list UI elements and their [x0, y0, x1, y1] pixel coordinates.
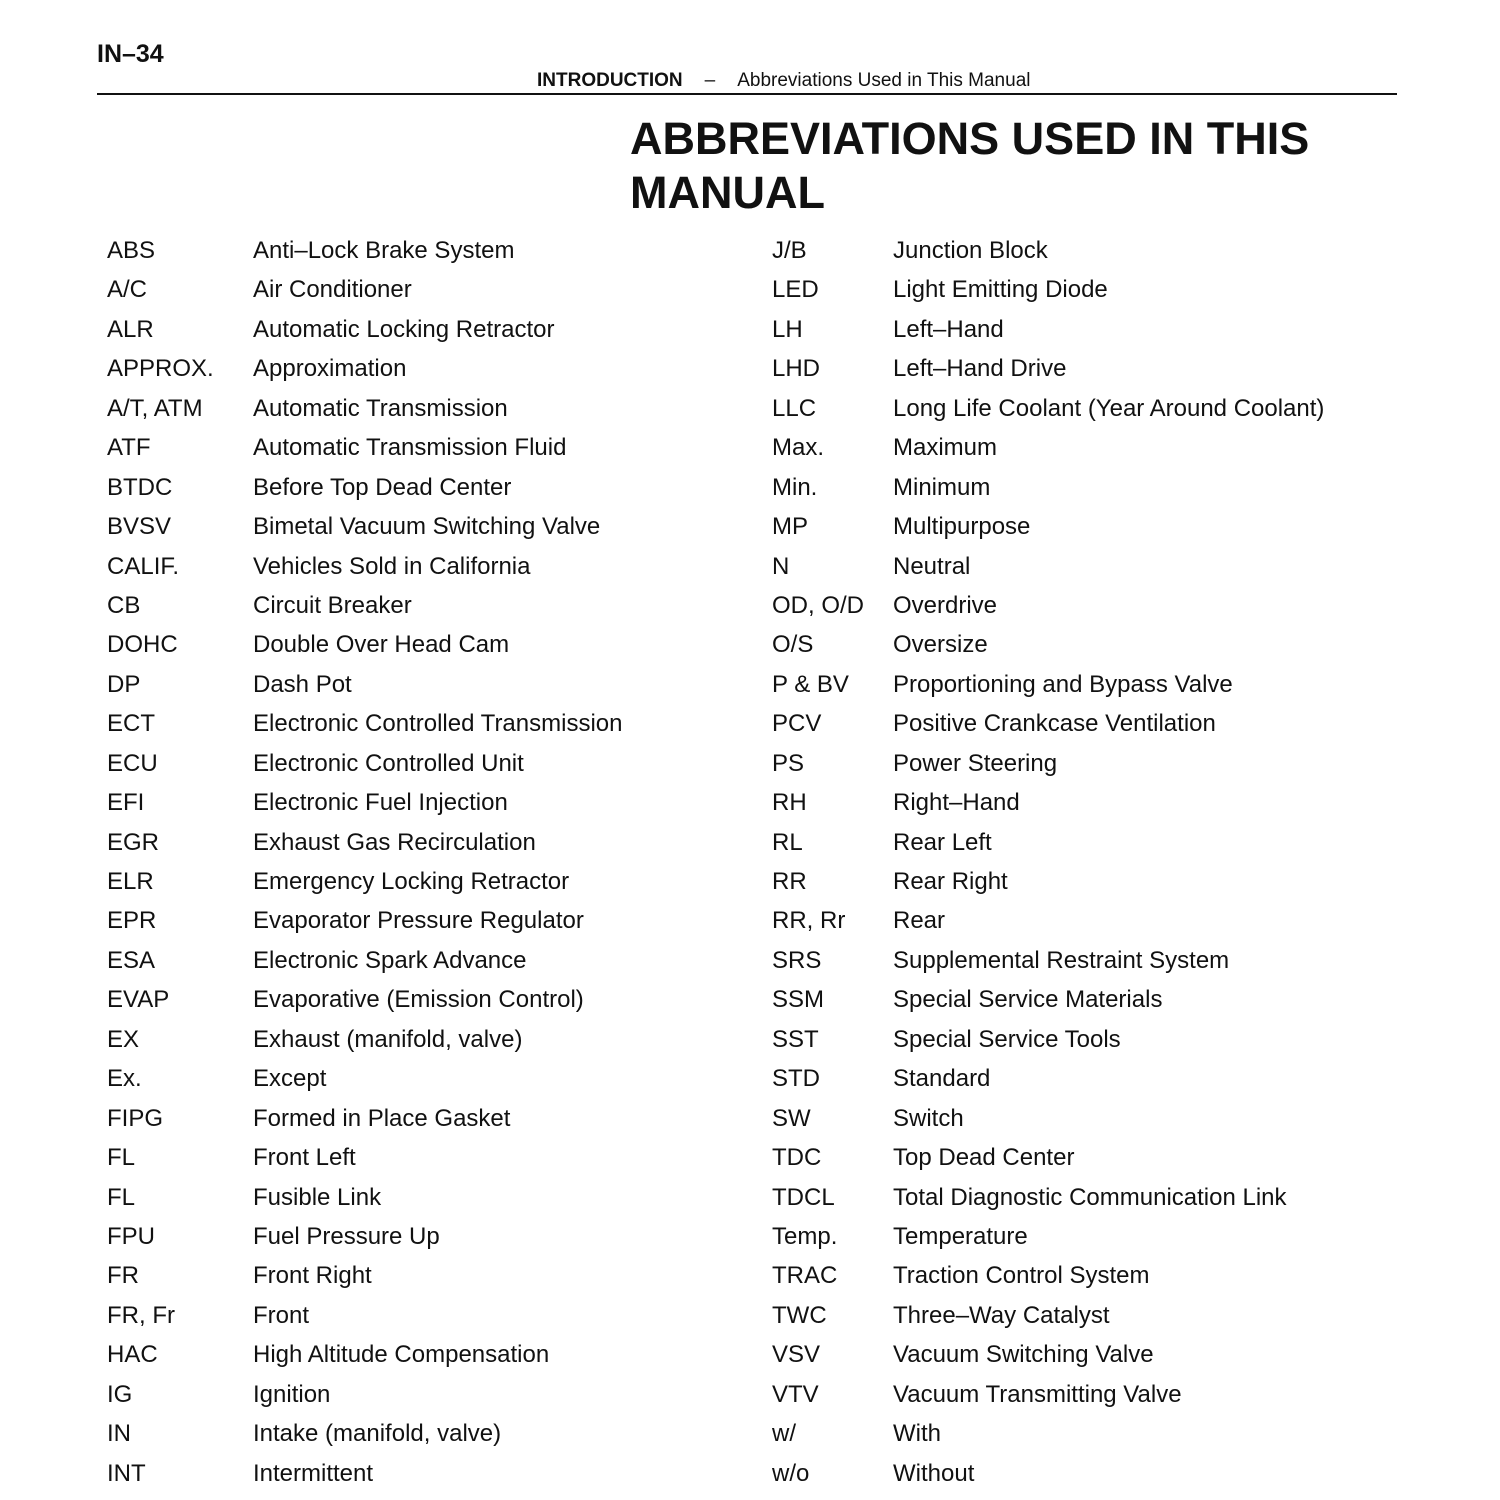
abbreviation-term: Temp. — [772, 1222, 838, 1250]
abbreviation-meaning: Three–Way Catalyst — [893, 1301, 1110, 1329]
abbreviation-meaning: Fusible Link — [253, 1183, 382, 1211]
header-separator: – — [704, 70, 716, 91]
abbreviation-meaning: Before Top Dead Center — [253, 473, 512, 501]
abbreviation-row — [107, 783, 757, 822]
abbreviation-term: VTV — [772, 1380, 819, 1408]
abbreviation-row — [107, 901, 757, 940]
abbreviation-meaning: Air Conditioner — [253, 276, 412, 304]
abbreviation-meaning: Bimetal Vacuum Switching Valve — [253, 513, 601, 541]
abbreviation-meaning: Exhaust Gas Recirculation — [253, 828, 536, 856]
abbreviation-term: APPROX. — [107, 355, 214, 383]
abbreviation-term: J/B — [772, 237, 807, 264]
abbreviation-row — [107, 270, 757, 309]
abbreviation-term: FR — [107, 1262, 139, 1290]
abbreviation-row — [772, 507, 1492, 546]
abbreviation-row — [107, 389, 757, 428]
abbreviation-term: Min. — [772, 473, 818, 501]
abbreviation-meaning: Dash Pot — [253, 670, 352, 698]
abbreviation-term: ATF — [107, 434, 151, 462]
abbreviation-term: LHD — [772, 355, 821, 383]
abbreviation-row — [772, 744, 1492, 783]
abbreviation-row — [772, 1296, 1492, 1335]
abbreviation-term: TDC — [772, 1144, 822, 1172]
abbreviation-meaning: Positive Crankcase Ventilation — [893, 710, 1216, 738]
abbreviation-row — [107, 744, 757, 783]
abbreviation-meaning: Left–Hand — [893, 315, 1004, 343]
abbreviation-meaning: Intermittent — [253, 1459, 374, 1487]
abbreviation-meaning: Front Right — [253, 1262, 372, 1290]
abbreviation-meaning: Electronic Controlled Unit — [253, 749, 524, 777]
abbreviation-meaning: Electronic Fuel Injection — [253, 789, 508, 817]
abbreviation-row — [772, 1178, 1492, 1217]
abbreviation-term: HAC — [107, 1341, 158, 1369]
abbreviation-term: BTDC — [107, 473, 173, 501]
abbreviation-row — [772, 665, 1492, 704]
abbreviation-row — [107, 1335, 757, 1374]
abbreviation-term: IG — [107, 1380, 133, 1408]
abbreviation-term: N — [772, 552, 790, 580]
abbreviation-meaning: Front Left — [253, 1144, 356, 1172]
abbreviation-term: SW — [772, 1104, 811, 1132]
abbreviation-row — [107, 1020, 757, 1059]
abbreviation-term: SSM — [772, 986, 825, 1014]
abbreviation-meaning: Evaporator Pressure Regulator — [253, 907, 584, 935]
abbreviation-term: LH — [772, 315, 803, 343]
abbreviation-term: PS — [772, 749, 805, 777]
abbreviation-row — [772, 349, 1492, 388]
abbreviation-row — [772, 1414, 1492, 1453]
abbreviation-row — [107, 862, 757, 901]
abbreviation-row — [772, 1335, 1492, 1374]
abbreviation-meaning: With — [893, 1420, 941, 1448]
abbreviation-meaning: High Altitude Compensation — [253, 1341, 550, 1369]
abbreviation-term: SST — [772, 1025, 819, 1053]
abbreviation-row — [107, 231, 757, 270]
abbreviation-meaning: Anti–Lock Brake System — [253, 237, 515, 264]
abbreviation-meaning: Power Steering — [893, 749, 1058, 777]
abbreviation-row — [107, 507, 757, 546]
abbreviation-meaning: Supplemental Restraint System — [893, 946, 1230, 974]
abbreviation-term: FPU — [107, 1222, 155, 1250]
abbreviation-row — [772, 901, 1492, 940]
abbreviation-meaning: Maximum — [893, 434, 998, 462]
abbreviation-meaning: Ignition — [253, 1380, 331, 1408]
abbreviation-meaning: Evaporative (Emission Control) — [253, 986, 584, 1014]
abbreviation-term: RR — [772, 868, 807, 895]
abbreviation-list-left — [107, 231, 757, 1493]
abbreviation-meaning: Minimum — [893, 473, 991, 501]
abbreviation-meaning: Double Over Head Cam — [253, 631, 510, 659]
abbreviation-term: FR, Fr — [107, 1301, 175, 1329]
abbreviation-meaning: Electronic Controlled Transmission — [253, 710, 623, 738]
abbreviation-row — [772, 704, 1492, 743]
abbreviation-term: ALR — [107, 315, 154, 343]
abbreviation-meaning: Without — [893, 1459, 975, 1487]
abbreviation-row — [107, 980, 757, 1019]
abbreviation-term: P & BV — [772, 670, 849, 698]
abbreviation-meaning: Automatic Transmission Fluid — [253, 434, 567, 462]
abbreviation-meaning: Automatic Locking Retractor — [253, 315, 555, 343]
abbreviation-meaning: Vacuum Switching Valve — [893, 1341, 1154, 1369]
abbreviation-term: TDCL — [772, 1183, 835, 1211]
abbreviation-term: Max. — [772, 434, 825, 462]
header-rule — [97, 93, 1397, 95]
abbreviation-term: ELR — [107, 868, 154, 895]
abbreviation-term: BVSV — [107, 513, 172, 541]
abbreviation-row — [107, 1454, 757, 1493]
abbreviation-row — [107, 1138, 757, 1177]
abbreviation-term: EPR — [107, 907, 157, 935]
abbreviation-row — [772, 1099, 1492, 1138]
abbreviation-row — [772, 270, 1492, 309]
abbreviation-term: w/o — [772, 1459, 810, 1487]
abbreviation-meaning: Vacuum Transmitting Valve — [893, 1380, 1182, 1408]
abbreviation-row — [772, 468, 1492, 507]
abbreviation-meaning: Traction Control System — [893, 1262, 1150, 1290]
abbreviation-term: ABS — [107, 237, 156, 264]
abbreviation-term: OD, O/D — [772, 591, 865, 619]
abbreviation-term: INT — [107, 1459, 146, 1487]
abbreviation-term: TWC — [772, 1301, 827, 1329]
abbreviation-row — [772, 1138, 1492, 1177]
abbreviation-row — [107, 1178, 757, 1217]
page-number: IN–34 — [97, 40, 164, 68]
abbreviation-row — [107, 310, 757, 349]
abbreviation-meaning: Approximation — [253, 355, 407, 383]
abbreviation-term: EVAP — [107, 986, 170, 1014]
abbreviation-row — [107, 586, 757, 625]
abbreviation-meaning: Junction Block — [893, 237, 1048, 264]
abbreviation-term: ECT — [107, 710, 155, 738]
abbreviation-meaning: Except — [253, 1065, 327, 1093]
abbreviation-row — [772, 231, 1492, 270]
abbreviation-term: EX — [107, 1025, 140, 1053]
abbreviation-meaning: Switch — [893, 1104, 964, 1132]
abbreviation-row — [107, 349, 757, 388]
abbreviation-term: FIPG — [107, 1104, 164, 1132]
abbreviation-row — [107, 1099, 757, 1138]
abbreviation-row — [107, 665, 757, 704]
abbreviation-row — [107, 1217, 757, 1256]
abbreviation-meaning: Exhaust (manifold, valve) — [253, 1025, 523, 1053]
abbreviation-term: CB — [107, 591, 141, 619]
abbreviation-row — [772, 1256, 1492, 1295]
abbreviation-row — [107, 1375, 757, 1414]
abbreviation-meaning: Multipurpose — [893, 513, 1031, 541]
abbreviation-term: ECU — [107, 749, 158, 777]
abbreviation-term: LLC — [772, 394, 817, 422]
abbreviation-row — [772, 1059, 1492, 1098]
abbreviation-term: STD — [772, 1065, 820, 1093]
abbreviation-row — [107, 1296, 757, 1335]
abbreviation-term: O/S — [772, 631, 814, 659]
abbreviation-term: DOHC — [107, 631, 178, 659]
abbreviation-row — [772, 1454, 1492, 1493]
abbreviation-meaning: Formed in Place Gasket — [253, 1104, 511, 1132]
abbreviation-meaning: Special Service Materials — [893, 986, 1163, 1014]
abbreviation-meaning: Standard — [893, 1065, 991, 1093]
abbreviation-term: EGR — [107, 828, 160, 856]
abbreviation-meaning: Intake (manifold, valve) — [253, 1420, 502, 1448]
abbreviation-meaning: Circuit Breaker — [253, 591, 412, 619]
abbreviation-term: CALIF. — [107, 552, 180, 580]
abbreviation-term: w/ — [772, 1420, 796, 1448]
section-name: INTRODUCTION — [537, 70, 683, 91]
abbreviation-term: PCV — [772, 710, 822, 738]
abbreviation-term: ESA — [107, 946, 156, 974]
abbreviation-row — [107, 547, 757, 586]
abbreviation-row — [107, 1256, 757, 1295]
abbreviation-term: A/T, ATM — [107, 394, 203, 422]
abbreviation-row — [772, 823, 1492, 862]
abbreviation-row — [772, 310, 1492, 349]
abbreviation-row — [107, 941, 757, 980]
abbreviation-meaning: Emergency Locking Retractor — [253, 868, 570, 895]
abbreviation-meaning: Fuel Pressure Up — [253, 1222, 440, 1250]
abbreviation-meaning: Total Diagnostic Communication Link — [893, 1183, 1287, 1211]
abbreviation-row — [772, 625, 1492, 664]
abbreviation-term: LED — [772, 276, 819, 304]
abbreviation-row — [772, 862, 1492, 901]
abbreviation-meaning: Automatic Transmission — [253, 394, 508, 422]
abbreviation-meaning: Right–Hand — [893, 789, 1020, 817]
abbreviation-term: TRAC — [772, 1262, 838, 1290]
abbreviation-term: EFI — [107, 789, 145, 817]
abbreviation-meaning: Top Dead Center — [893, 1144, 1075, 1172]
abbreviation-row — [107, 1059, 757, 1098]
abbreviation-meaning: Long Life Coolant (Year Around Coolant) — [893, 394, 1325, 422]
abbreviation-term: Ex. — [107, 1065, 142, 1093]
abbreviation-row — [772, 586, 1492, 625]
abbreviation-meaning: Neutral — [893, 552, 971, 580]
abbreviation-meaning: Rear Right — [893, 868, 1008, 895]
abbreviation-row — [107, 428, 757, 467]
abbreviation-term: FL — [107, 1144, 136, 1172]
abbreviation-list-right — [772, 231, 1492, 1493]
abbreviation-row — [772, 783, 1492, 822]
abbreviation-term: IN — [107, 1420, 131, 1448]
abbreviation-term: A/C — [107, 276, 148, 304]
running-header — [537, 70, 1030, 92]
abbreviation-row — [772, 1217, 1492, 1256]
abbreviation-row — [107, 823, 757, 862]
abbreviation-row — [107, 468, 757, 507]
abbreviation-term: RH — [772, 789, 807, 817]
abbreviation-row — [772, 1375, 1492, 1414]
abbreviation-row — [772, 941, 1492, 980]
abbreviation-term: SRS — [772, 946, 822, 974]
abbreviation-term: RL — [772, 828, 803, 856]
abbreviation-term: FL — [107, 1183, 136, 1211]
subsection-name: Abbreviations Used in This Manual — [737, 70, 1031, 91]
abbreviation-row — [772, 389, 1492, 428]
abbreviation-term: MP — [772, 513, 808, 541]
abbreviation-meaning: Proportioning and Bypass Valve — [893, 670, 1233, 698]
abbreviation-meaning: Special Service Tools — [893, 1025, 1121, 1053]
abbreviation-meaning: Oversize — [893, 631, 988, 659]
abbreviation-meaning: Left–Hand Drive — [893, 355, 1067, 383]
abbreviation-meaning: Temperature — [893, 1222, 1028, 1250]
abbreviation-row — [107, 1414, 757, 1453]
abbreviation-meaning: Rear — [893, 907, 946, 935]
abbreviation-meaning: Light Emitting Diode — [893, 276, 1108, 304]
abbreviation-row — [772, 547, 1492, 586]
abbreviation-row — [107, 625, 757, 664]
page-title: ABBREVIATIONS USED IN THIS MANUAL — [630, 113, 1310, 218]
abbreviation-row — [772, 980, 1492, 1019]
abbreviation-meaning: Vehicles Sold in California — [253, 552, 531, 580]
abbreviation-term: VSV — [772, 1341, 821, 1369]
abbreviation-meaning: Rear Left — [893, 828, 992, 856]
abbreviation-row — [107, 704, 757, 743]
abbreviation-row — [772, 1020, 1492, 1059]
abbreviation-term: DP — [107, 670, 141, 698]
abbreviation-row — [772, 428, 1492, 467]
abbreviation-term: RR, Rr — [772, 907, 846, 935]
abbreviation-meaning: Front — [253, 1301, 310, 1329]
abbreviation-meaning: Overdrive — [893, 591, 998, 619]
abbreviation-meaning: Electronic Spark Advance — [253, 946, 527, 974]
